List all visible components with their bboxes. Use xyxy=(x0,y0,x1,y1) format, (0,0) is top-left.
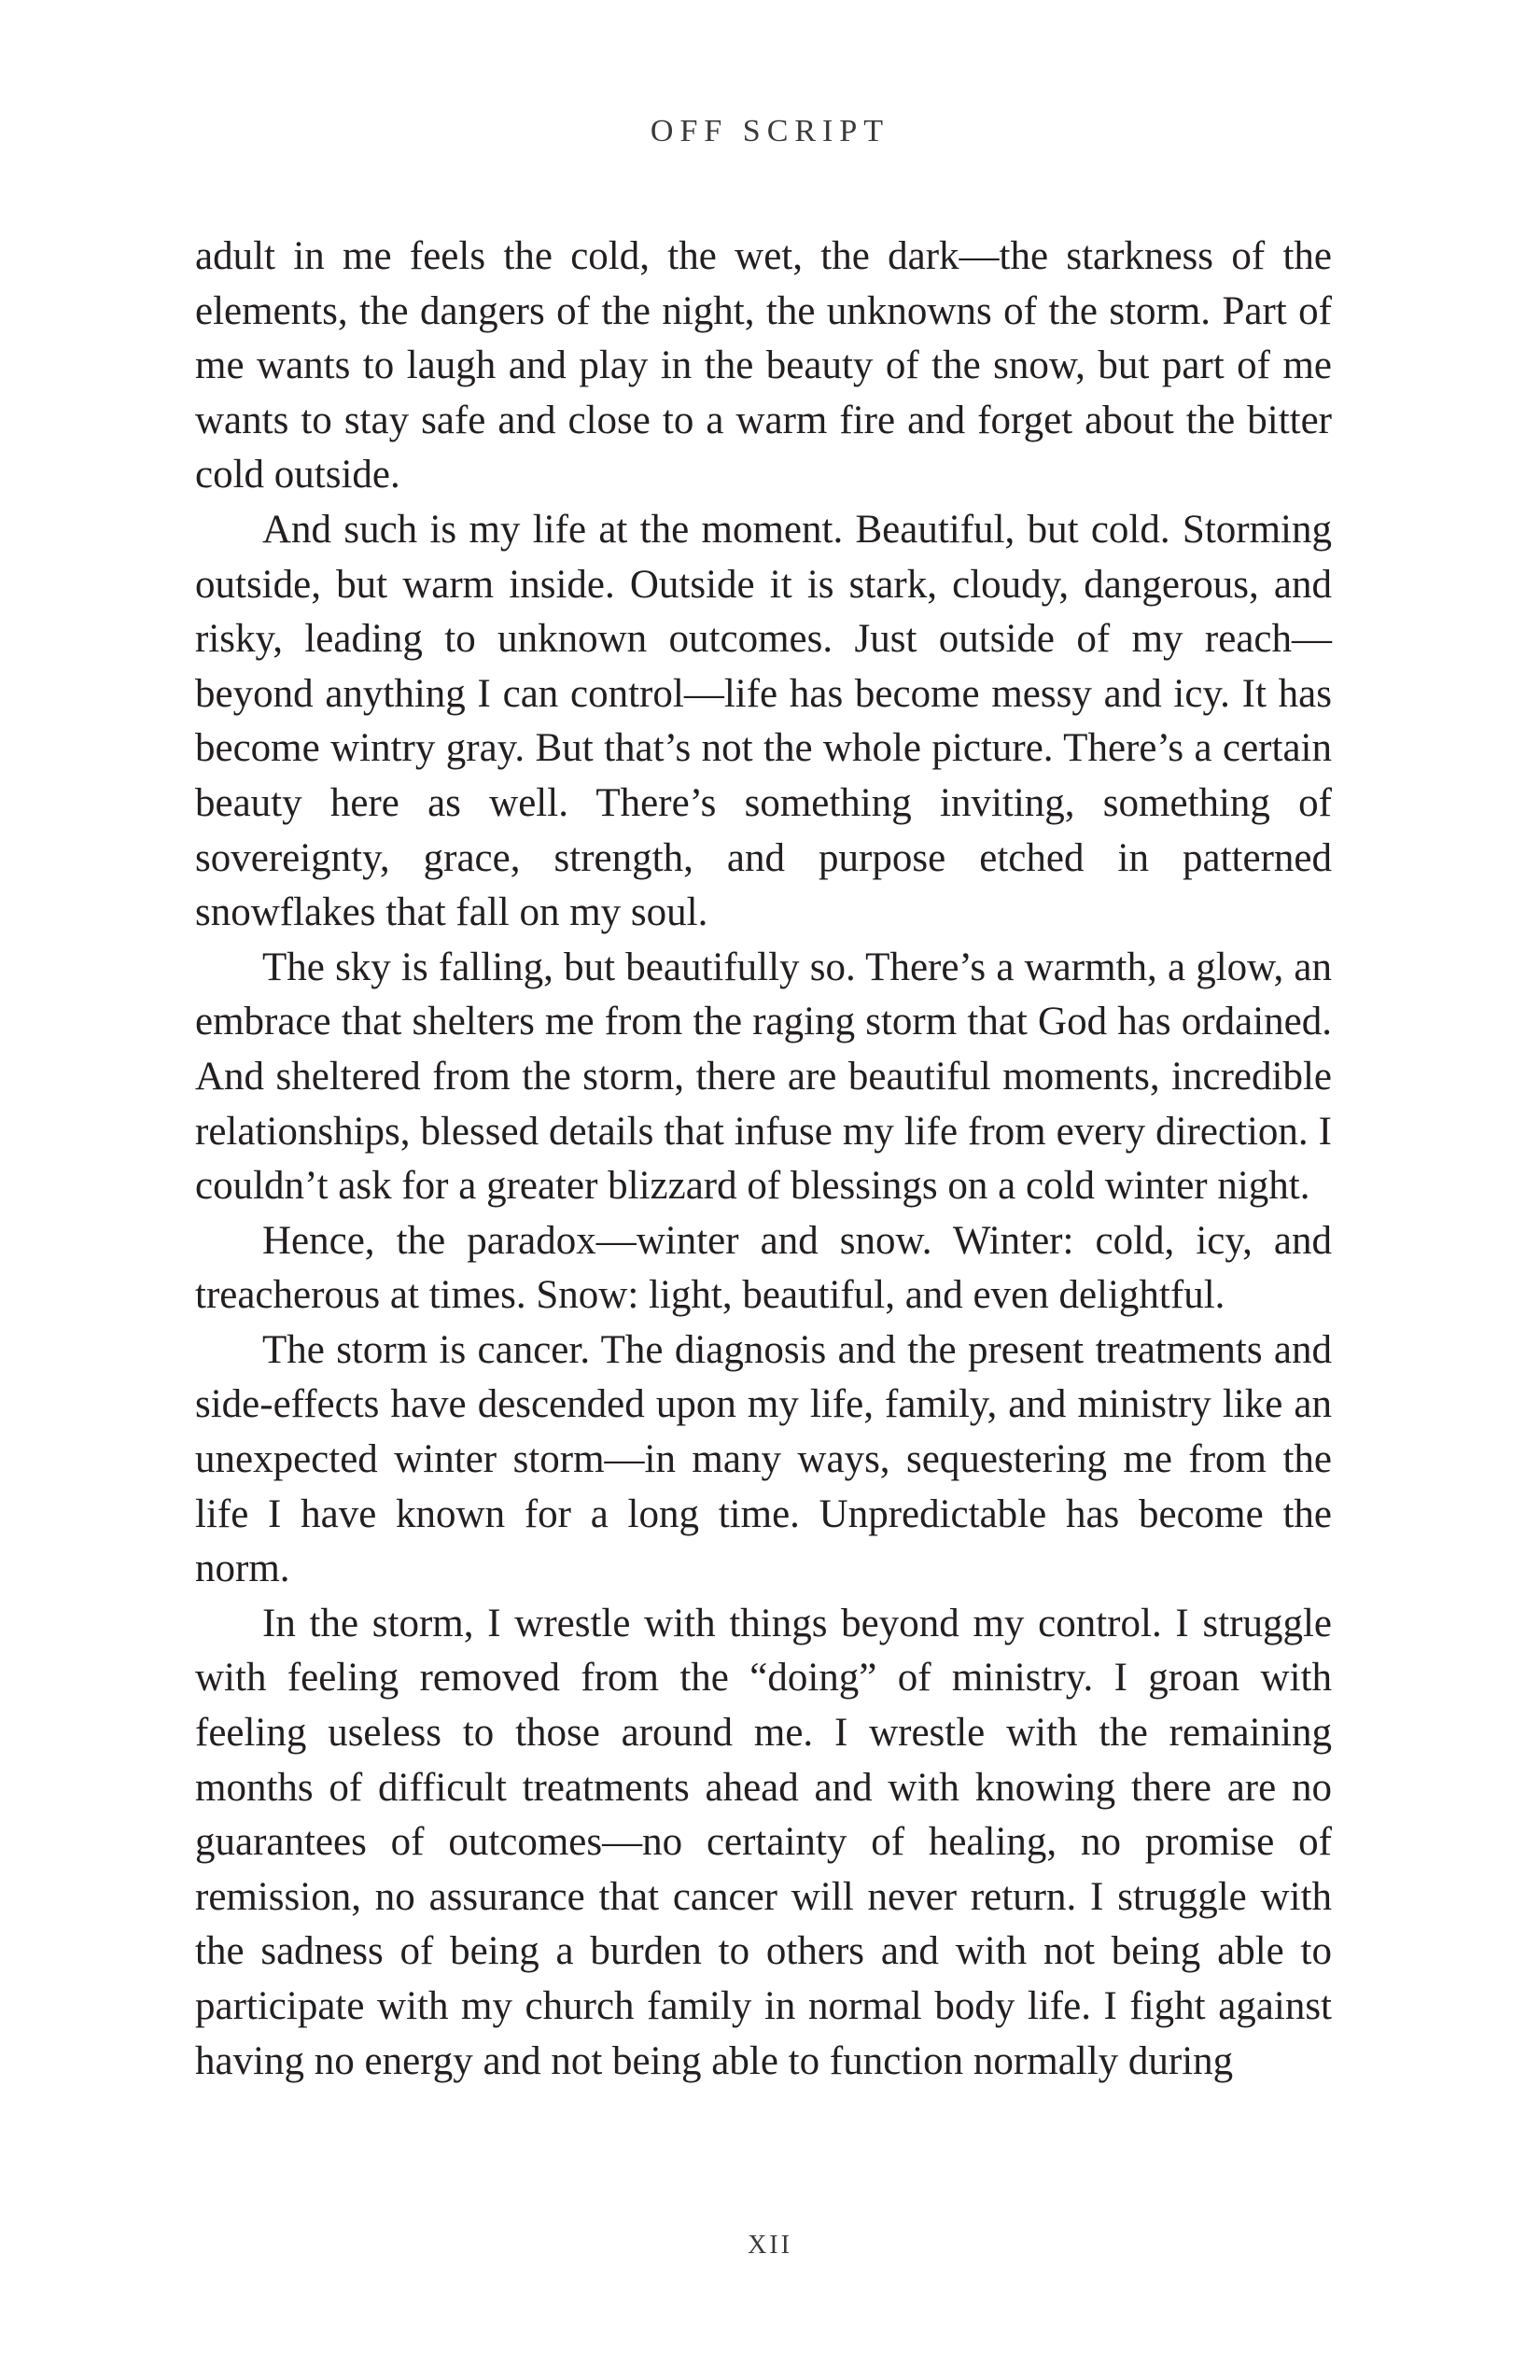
paragraph: adult in me feels the cold, the wet, the dark—the starkness of the elements, the dangers of the night, the unknowns of the storm. Part of me wants to laugh and play in the beauty of the snow, but part of me wants to stay safe and close to a warm fire and forget about the bitter cold outside. xyxy=(195,234,1332,497)
page-number: XII xyxy=(748,2231,792,2260)
paragraph: And such is my life at the moment. Beautiful, but cold. Storming outside, but warm inside. Outside it is stark, cloudy, dangerous, and risky, leading to unknown outcomes. Just outside of my reach—beyond anything I can control—life has become messy and icy. It has become wintry gray. But that’s not the whole picture. There’s a certain beauty here as well. There’s something inviting, something of sovereignty, grace, strength, and purpose etched in patterned snowflakes that fall on my soul. xyxy=(195,507,1332,935)
running-head: OFF SCRIPT xyxy=(650,114,890,148)
paragraph: The sky is falling, but beautifully so. There’s a warmth, a glow, an embrace that shelters me from the raging storm that God has ordained. And sheltered from the storm, there are beautiful moments, incredible relationships, blessed details that infuse my life from every direction. I couldn’t ask for a greater blizzard of blessings on a cold winter night. xyxy=(195,945,1332,1209)
paragraph: In the storm, I wrestle with things beyond my control. I struggle with feeling removed from the “doing” of ministry. I groan with feeling useless to those around me. I wrestle with the remaining months of difficult treatments ahead and with knowing there are no guarantees of outcomes—no certainty of healing, no promise of remission, no assurance that cancer will never return. I struggle with the sadness of being a burden to others and with not being able to participate with my church family in normal body life. I fight against having no energy and not being able to function normally during xyxy=(195,1601,1332,2083)
paragraph: The storm is cancer. The diagnosis and the present treatments and side-effects have descended upon my life, family, and ministry like an unexpected winter storm—in many ways, sequestering me from the life I have known for a long time. Unpredictable has become the norm. xyxy=(195,1327,1332,1591)
body-text xyxy=(195,230,1332,2089)
paragraph: Hence, the paradox—winter and snow. Winter: cold, icy, and treacherous at times. Snow: light, beautiful, and even delightful. xyxy=(195,1218,1332,1318)
